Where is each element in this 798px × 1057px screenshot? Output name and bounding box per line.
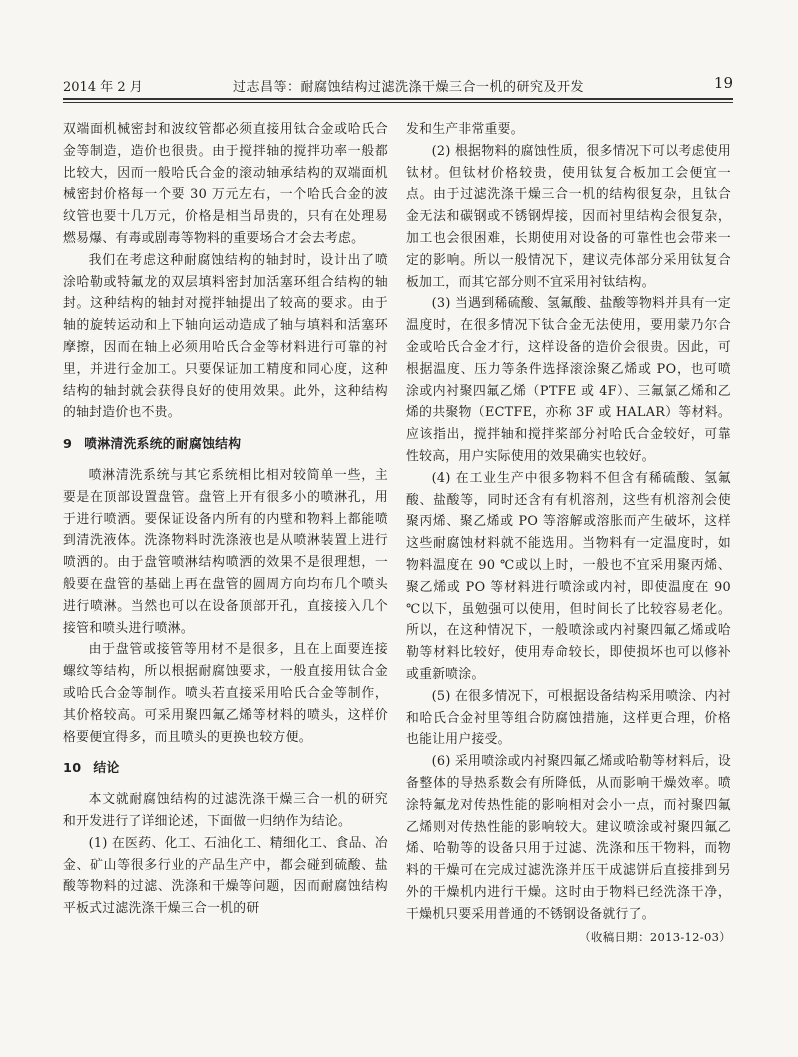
paragraph: 本文就耐腐蚀结构的过滤洗涤干燥三合一机的研究和开发进行了详细论述，下面做一归纳作为结论。: [63, 792, 388, 829]
section-number: 9: [63, 437, 73, 453]
section-heading-9: [63, 434, 388, 456]
section-title: 喷淋清洗系统的耐腐蚀结构: [84, 437, 242, 453]
right-column: [406, 119, 731, 949]
paragraph: (6) 采用喷涂或内衬聚四氟乙烯或哈勒等材料后，设备整体的导热系数会有所降低，从而影响干燥效率。喷涂特氟龙对传热性能的影响相对会小一点，而衬聚四氟乙烯则对传热性能的影响较大。建议喷涂或衬聚四氟乙烯、哈勒等的设备只用于过滤、洗涤和压干物料，而物料的干燥可在完成过滤洗涤并压干成滤饼后直接排到另外的干燥机内进行干燥。这时由于物料已经洗涤干净，干燥机只要采用普通的不锈钢设备就行了。: [406, 754, 731, 922]
paragraph: (1) 在医药、化工、石油化工、精细化工、食品、冶金、矿山等很多行业的产品生产中，都会碰到硫酸、盐酸等物料的过滤、洗涤和干燥等问题，因而耐腐蚀结构平板式过滤洗涤干燥三合一机的研: [63, 835, 388, 917]
section-heading-10: [63, 758, 388, 780]
running-title: 过志昌等：耐腐蚀结构过滤洗涤干燥三合一机的研究及开发: [233, 80, 585, 95]
received-date: （收稿日期：2013-12-03）: [579, 930, 731, 945]
header-rule-thin: [63, 102, 733, 103]
paragraph: (5) 在很多情况下，可根据设备结构采用喷涂、内衬和哈氏合金衬里等组合防腐蚀措施，这样更合理，价格也能让用户接受。: [406, 688, 731, 748]
paragraph: (2) 根据物料的腐蚀性质，很多情况下可以考虑使用钛材。但钛材价格较贵，使用钛复合板加工会便宜一点。由于过滤洗涤干燥三合一机的结构很复杂，且钛合金无法和碳钢或不锈钢焊接，因而衬里结构会很复杂，加工也会很困难，长期使用对设备的可靠性也会带来一定的影响。所以一般情况下，建议壳体部分采用钛复合板加工，而其它部分则不宜采用衬钛结构。: [406, 143, 731, 290]
page-number: 19: [713, 74, 733, 92]
header-rule-thick: [63, 98, 733, 100]
running-header: [63, 74, 733, 96]
left-column: [63, 119, 388, 920]
paragraph: (4) 在工业生产中很多物料不但含有稀硫酸、氢氟酸、盐酸等，同时还含有有机溶剂，这些有机溶剂会使聚丙烯、聚乙烯或 PO 等溶解或溶胀而产生破坏，这样这些耐腐蚀材料就不能选用。当物料有一定温度时，如物料温度在 90 ℃或以上时，一般也不宜采用聚丙烯、聚乙烯或 PO 等材料进行喷涂或内衬，即使温度在 90 ℃以下，虽勉强可以使用，但时间长了比较容易老化。所以，在这种情况下，一般喷涂或内衬聚四氟乙烯或哈勒等材料比较好，使用寿命较长，即使损坏也可以修补或重新喷涂。: [406, 470, 731, 682]
paragraph: 发和生产非常重要。: [406, 122, 524, 137]
section-title: 结论: [93, 761, 120, 777]
paragraph: 喷淋清洗系统与其它系统相比相对较简单一些，主要是在顶部设置盘管。盘管上开有很多小的喷淋孔，用于进行喷洒。要保证设备内所有的内壁和物料上都能喷到清洗液体。洗涤物料时洗涤液也是从喷淋装置上进行喷洒的。由于盘管喷淋结构喷洒的效果不是很理想，一般要在盘管的基础上再在盘管的圆周方向均布几个喷头进行喷淋。当然也可以在设备顶部开孔，直接接入几个接管和喷头进行喷淋。: [63, 467, 388, 636]
section-number: 10: [63, 761, 82, 777]
issue-date: 2014 年 2 月: [63, 80, 143, 95]
paragraph: 我们在考虑这种耐腐蚀结构的轴封时，设计出了喷涂哈勒或特氟龙的双层填料密封加活塞环组合结构的轴封。这种结构的轴封对搅拌轴提出了较高的要求。由于轴的旋转运动和上下轴向运动造成了轴与填料和活塞环摩擦，因而在轴上必须用哈氏合金等材料进行可靠的衬里，并进行金加工。只要保证加工精度和同心度，这种结构的轴封就会获得良好的使用效果。此外，这种结构的轴封造价也不贵。: [63, 252, 388, 421]
paragraph: 双端面机械密封和波纹管都必须直接用钛合金或哈氏合金等制造，造价也很贵。由于搅拌轴的搅拌功率一般都比较大，因而一般哈氏合金的滚动轴承结构的双端面机械密封价格每一个要 30 万元左右，一个哈氏合金的波纹管也要十几万元，价格是相当昂贵的，只有在处理易燃易爆、有毒或剧毒等物料的重要场合才会去考虑。: [63, 122, 388, 246]
paragraph: 由于盘管或接管等用材不是很多，且在上面要连接螺纹等结构，所以根据耐腐蚀要求，一般直接用钛合金或哈氏合金等制作。喷头若直接采用哈氏合金等制作，其价格较高。可采用聚四氟乙烯等材料的喷头，这样价格要便宜得多，而且喷头的更换也较方便。: [63, 642, 388, 745]
paragraph: (3) 当遇到稀硫酸、氢氟酸、盐酸等物料并具有一定温度时，在很多情况下钛合金无法使用，要用蒙乃尔合金或哈氏合金才行，这样设备的造价会很贵。因此，可根据温度、压力等条件选择滚涂聚乙烯或 PO，也可喷涂或内衬聚四氟乙烯（PTFE 或 4F）、三氟氯乙烯和乙烯的共聚物（ECTFE，亦称 3F 或 HALAR）等材料。应该指出，搅拌轴和搅拌桨部分衬哈氏合金较好，可靠性较高，用户实际使用的效果确实也较好。: [406, 296, 731, 464]
